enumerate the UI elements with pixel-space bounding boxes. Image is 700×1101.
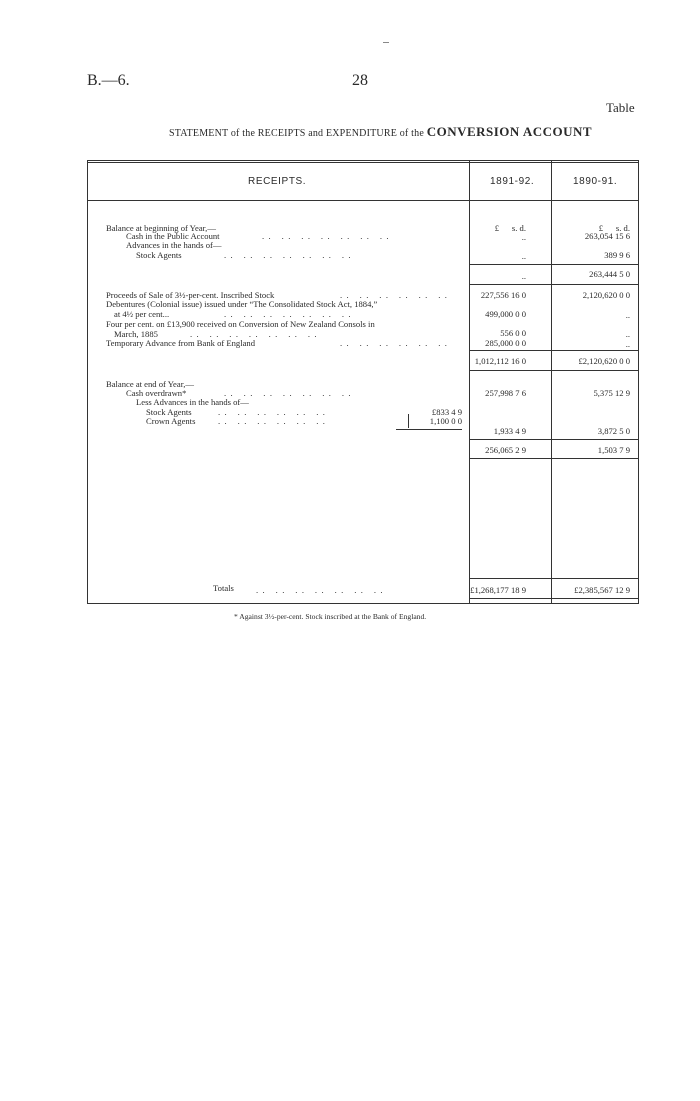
- subamount-bracket: [408, 414, 409, 428]
- four-pct-y2: ..: [625, 329, 630, 339]
- totals-y2: £2,385,567 12 9: [574, 585, 630, 595]
- net-y1: 256,065 2 9: [485, 445, 526, 455]
- footnote: * Against 3½-per-cent. Stock inscribed at the Bank of England.: [234, 612, 427, 621]
- leader-dots: .. .. .. .. .. ..: [340, 338, 452, 348]
- four-pct-label-line2: March, 1885: [114, 329, 158, 339]
- subtotal2-y2: £2,120,620 0 0: [578, 356, 630, 366]
- currency-heading-y2: £ s. d.: [598, 223, 630, 233]
- statement-title-small: STATEMENT of the RECEIPTS and EXPENDITURE of the: [169, 128, 424, 139]
- debentures-label-line1: Debentures (Colonial issue) issued under “The Consolidated Stock Act, 1884,”: [106, 299, 378, 309]
- table-right-rule: [638, 160, 639, 603]
- advances-hands-label: Advances in the hands of—: [126, 240, 222, 250]
- subtotal1-y2: 263,444 5 0: [589, 269, 630, 279]
- leader-dots: .. .. .. .. .. ..: [218, 407, 330, 417]
- totals-label: Totals: [213, 583, 234, 593]
- cash-public-y2: 263,054 15 6: [584, 231, 630, 241]
- header-bottom-rule: [87, 200, 639, 201]
- year1-header: 1891-92.: [490, 176, 535, 187]
- totals-top-rule: [469, 578, 638, 579]
- leader-dots: .. .. .. .. .. .. ..: [224, 250, 355, 260]
- page-mark: [383, 42, 389, 43]
- cash-public-y1: ..: [521, 232, 526, 242]
- totals-y1: £1,268,177 18 9: [470, 585, 526, 595]
- temp-advance-y1: 285,000 0 0: [485, 338, 526, 348]
- four-pct-label-line1: Four per cent. on £13,900 received on Conversion of New Zealand Consols in: [106, 319, 375, 329]
- cash-overdrawn-y1: 257,998 7 6: [485, 388, 526, 398]
- proceeds-y2: 2,120,620 0 0: [582, 290, 630, 300]
- cash-overdrawn-y2: 5,375 12 9: [593, 388, 630, 398]
- year2-header: 1890-91.: [573, 176, 618, 187]
- proceeds-label: Proceeds of Sale of 3½-per-cent. Inscribed Stock: [106, 290, 275, 300]
- proceeds-y1: 227,556 16 0: [480, 290, 526, 300]
- subtotal1-bottom-rule: [469, 284, 638, 285]
- temp-advance-y2: ..: [625, 339, 630, 349]
- table-left-rule: [87, 160, 88, 603]
- net-y2: 1,503 7 9: [597, 445, 630, 455]
- subamount-rule: [396, 429, 462, 430]
- leader-dots: .. .. .. .. .. .. ..: [224, 388, 355, 398]
- subtotal2-rule: [469, 350, 638, 351]
- subtotal2-y1: 1,012,112 16 0: [474, 356, 526, 366]
- col1-left-rule: [469, 160, 470, 603]
- debentures-y1: 499,000 0 0: [485, 309, 526, 319]
- subtotal1-rule: [469, 264, 638, 265]
- balance-begin-label: Balance at beginning of Year,—: [106, 223, 216, 233]
- cash-public-label: Cash in the Public Account: [126, 231, 220, 241]
- net-bottom-rule: [469, 458, 638, 459]
- stock-agents-y1: ..: [521, 251, 526, 261]
- statement-title: [169, 124, 592, 140]
- cash-overdrawn-label: Cash overdrawn*: [126, 388, 187, 398]
- stock-agents2-label: Stock Agents: [146, 407, 192, 417]
- page-number: 28: [352, 72, 368, 89]
- four-pct-y1: 556 0 0: [500, 328, 526, 338]
- advances-total-y2: 3,872 5 0: [597, 426, 630, 436]
- leader-dots: .. .. .. .. .. .. ..: [256, 585, 387, 595]
- less-advances-label: Less Advances in the hands of—: [136, 397, 249, 407]
- table-top-rule-inner: [87, 162, 639, 163]
- leader-dots: .. .. .. .. .. .. ..: [262, 231, 393, 241]
- advances-total-y1: 1,933 4 9: [493, 426, 526, 436]
- leader-dots: .. .. .. .. .. .. ..: [190, 329, 321, 339]
- stock-agents-label: Stock Agents: [136, 250, 182, 260]
- net-rule: [469, 439, 638, 440]
- receipts-header: RECEIPTS.: [248, 176, 307, 187]
- debentures-y2: ..: [625, 310, 630, 320]
- leader-dots: .. .. .. .. .. ..: [218, 416, 330, 426]
- table-label: Table: [606, 100, 635, 115]
- stock-agents2-subamount: £833 4 9: [431, 407, 462, 417]
- totals-bottom-rule: [469, 598, 638, 599]
- leader-dots: .. .. .. .. .. .. ..: [224, 309, 355, 319]
- subtotal2-bottom-rule: [469, 370, 638, 371]
- balance-end-label: Balance at end of Year,—: [106, 379, 194, 389]
- table-top-rule: [87, 160, 639, 161]
- leader-dots: .. .. .. .. .. ..: [340, 290, 452, 300]
- document-id: B.—6.: [87, 72, 130, 89]
- col2-left-rule: [551, 160, 552, 603]
- statement-title-large: CONVERSION ACCOUNT: [426, 124, 593, 139]
- table-bottom-rule: [87, 603, 639, 604]
- crown-agents-label: Crown Agents: [146, 416, 196, 426]
- stock-agents-y2: 389 9 6: [604, 250, 630, 260]
- crown-agents-subamount: 1,100 0 0: [429, 416, 462, 426]
- currency-heading-y1: £ s. d.: [494, 223, 526, 233]
- temp-advance-label: Temporary Advance from Bank of England: [106, 338, 256, 348]
- debentures-label-line2: at 4½ per cent...: [114, 309, 170, 319]
- subtotal1-y1: ..: [521, 271, 526, 281]
